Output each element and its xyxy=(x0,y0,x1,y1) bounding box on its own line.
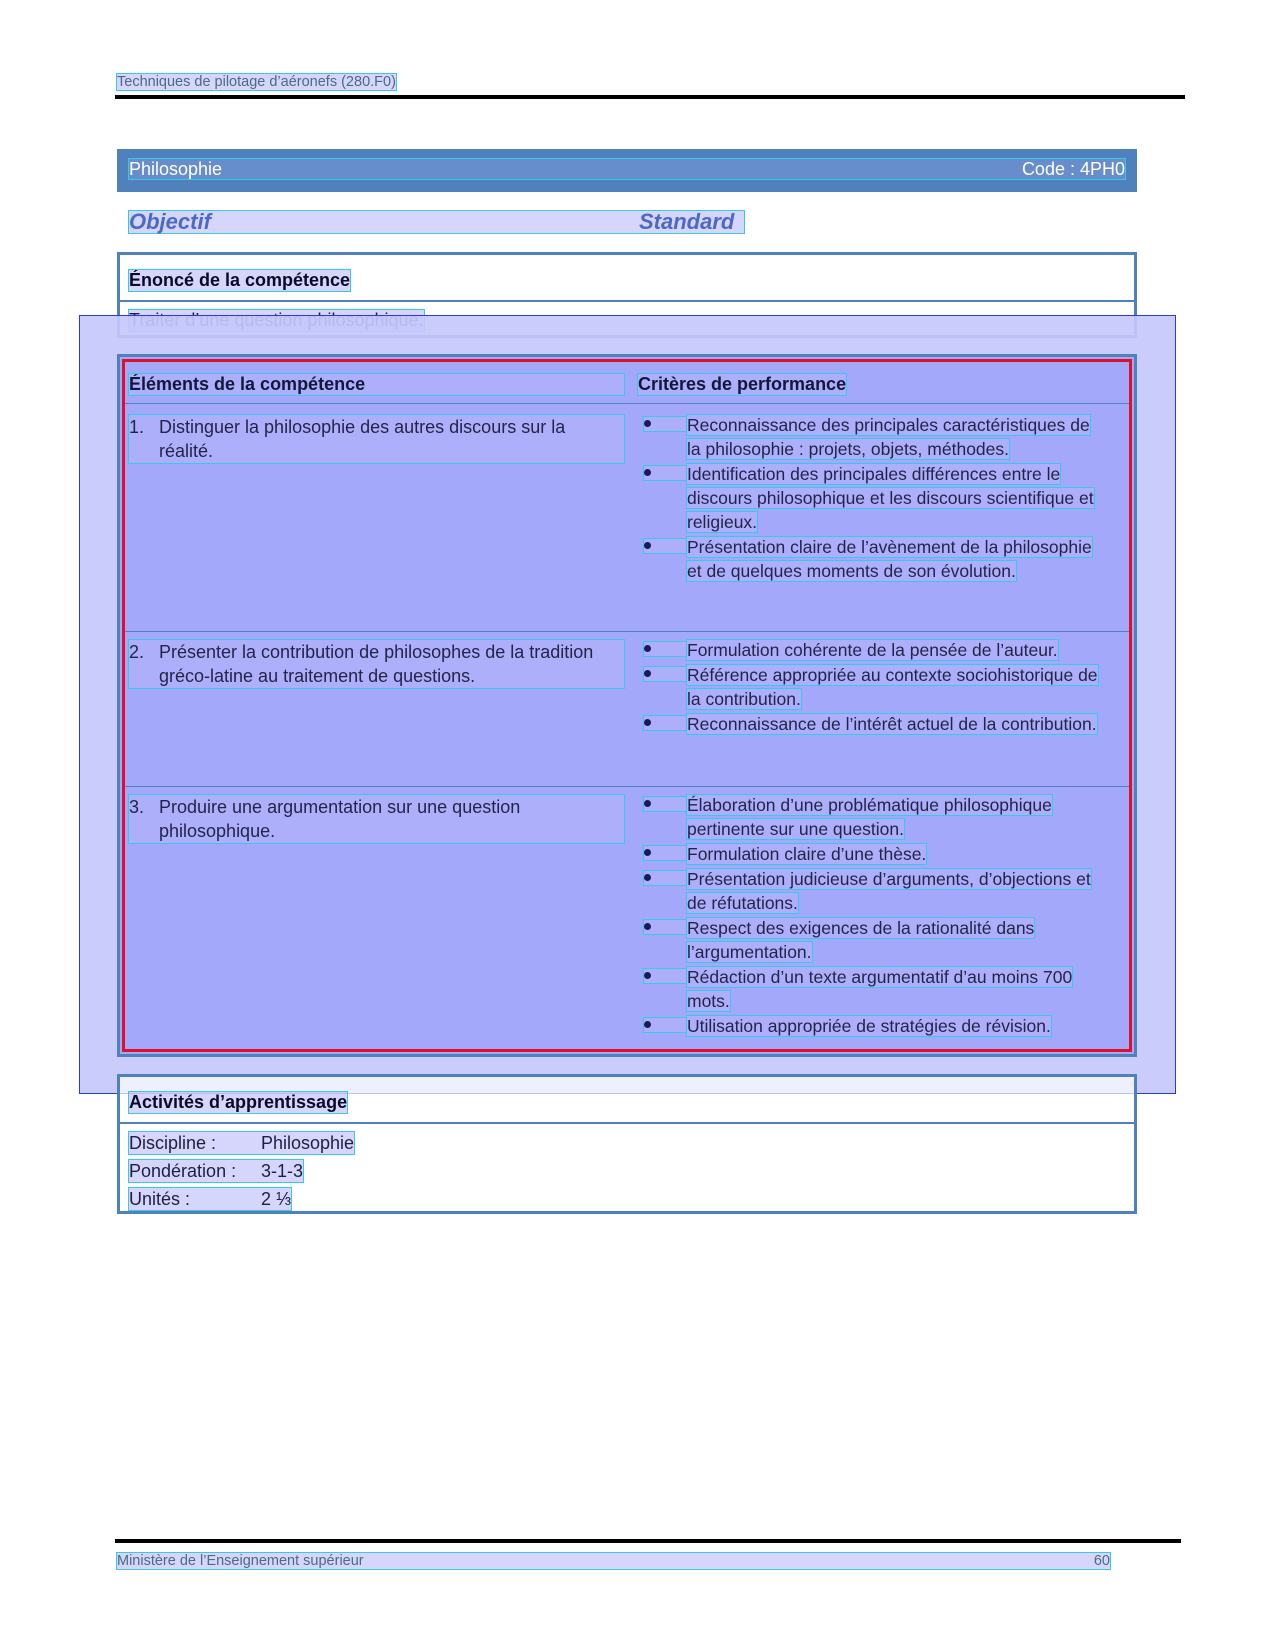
table-row xyxy=(125,786,1129,1051)
bullet-icon xyxy=(644,417,686,431)
bullet-icon xyxy=(644,969,686,983)
bullet-icon xyxy=(644,1018,686,1032)
activite-value: 2 ⅓ xyxy=(261,1189,292,1209)
criterion-text: Présentation claire de l’avènement de la philosophie et de quelques moments de son évolution. xyxy=(687,537,1092,581)
course-title: Philosophie xyxy=(129,159,223,179)
running-header: Techniques de pilotage d’aéronefs (280.F0) xyxy=(117,74,396,90)
bullet-icon xyxy=(644,871,686,885)
criterion-text: Élaboration d’une problématique philosophique pertinente sur une question. xyxy=(687,795,1052,839)
element-number: 1. xyxy=(129,417,145,437)
table-row xyxy=(125,631,1129,787)
bullet-icon xyxy=(644,797,686,811)
criterion-item xyxy=(644,916,1102,964)
column-header-elements: Éléments de la compétence xyxy=(129,374,624,395)
activite-unites xyxy=(129,1188,291,1210)
criterion-text: Utilisation appropriée de stratégies de révision. xyxy=(687,1016,1051,1036)
criterion-text: Reconnaissance des principales caractéristiques de la philosophie : projets, objets, méthodes. xyxy=(687,415,1090,459)
criterion-item xyxy=(644,842,1102,866)
criterion-text: Présentation judicieuse d’arguments, d’objections et de réfutations. xyxy=(687,869,1091,913)
header-rule xyxy=(115,95,1185,99)
criterion-item xyxy=(644,712,1102,736)
course-bar xyxy=(117,149,1137,192)
element-number: 3. xyxy=(129,797,145,817)
activite-key: Unités : xyxy=(129,1189,191,1209)
bullet-icon xyxy=(644,846,686,860)
competence-table xyxy=(117,354,1137,1057)
criterion-text: Formulation cohérente de la pensée de l’auteur. xyxy=(687,640,1058,660)
activite-value: 3-1-3 xyxy=(261,1161,304,1181)
criterion-text: Rédaction d’un texte argumentatif d’au moins 700 mots. xyxy=(687,967,1073,1011)
page-number: 60 xyxy=(1093,1553,1110,1569)
criterion-item xyxy=(644,535,1102,583)
bullet-icon xyxy=(644,642,686,656)
column-header-criteres: Critères de performance xyxy=(638,374,847,394)
criterion-item xyxy=(644,462,1102,534)
element-cell xyxy=(129,640,624,688)
footer-ministry: Ministère de l’Enseignement supérieur xyxy=(117,1553,364,1569)
criterion-text: Reconnaissance de l’intérêt actuel de la contribution. xyxy=(687,714,1097,734)
activite-key: Pondération : xyxy=(129,1161,237,1181)
course-code: Code : 4PH0 xyxy=(1021,159,1125,179)
objective-value: Standard xyxy=(639,209,735,234)
enonce-title: Énoncé de la compétence xyxy=(129,270,351,290)
criterion-item xyxy=(644,638,1102,662)
criterion-item xyxy=(644,867,1102,915)
bullet-icon xyxy=(644,716,686,730)
bullet-icon xyxy=(644,466,686,480)
element-cell xyxy=(129,795,624,843)
criterion-text: Formulation claire d’une thèse. xyxy=(687,844,927,864)
activite-key: Discipline : xyxy=(129,1133,217,1153)
bullet-icon xyxy=(644,667,686,681)
element-text: Produire une argumentation sur une question philosophique. xyxy=(129,795,624,843)
criterion-item xyxy=(644,413,1102,461)
table-header-row xyxy=(125,362,1129,404)
objective-label: Objectif xyxy=(129,209,211,234)
element-number: 2. xyxy=(129,642,145,662)
activites-divider xyxy=(120,1122,1134,1124)
footer-rule xyxy=(115,1539,1181,1543)
page-footer xyxy=(117,1553,1110,1569)
bullet-icon xyxy=(644,920,686,934)
element-cell xyxy=(129,415,624,463)
criterion-item xyxy=(644,1014,1102,1038)
activite-ponderation xyxy=(129,1160,303,1182)
competence-table-selection xyxy=(122,359,1132,1052)
criterion-item xyxy=(644,965,1102,1013)
element-text: Distinguer la philosophie des autres discours sur la réalité. xyxy=(129,415,624,463)
table-row xyxy=(125,403,1129,632)
activites-title: Activités d’apprentissage xyxy=(129,1092,348,1112)
element-text: Présenter la contribution de philosophes de la tradition gréco-latine au traitement de questions. xyxy=(129,640,624,688)
criteria-list xyxy=(644,413,1102,584)
criterion-text: Référence appropriée au contexte sociohistorique de la contribution. xyxy=(687,665,1098,709)
criterion-text: Identification des principales différences entre le discours philosophique et les discours scientifique et religieux. xyxy=(687,464,1094,532)
criterion-text: Respect des exigences de la rationalité dans l’argumentation. xyxy=(687,918,1035,962)
criterion-item xyxy=(644,663,1102,711)
enonce-divider xyxy=(120,300,1134,302)
objective-row xyxy=(129,211,744,233)
bullet-icon xyxy=(644,539,686,553)
activite-discipline xyxy=(129,1132,354,1154)
criterion-item xyxy=(644,793,1102,841)
activites-box xyxy=(117,1074,1137,1214)
activite-value: Philosophie xyxy=(261,1133,355,1153)
criteria-list xyxy=(644,638,1102,737)
criteria-list xyxy=(644,793,1102,1039)
